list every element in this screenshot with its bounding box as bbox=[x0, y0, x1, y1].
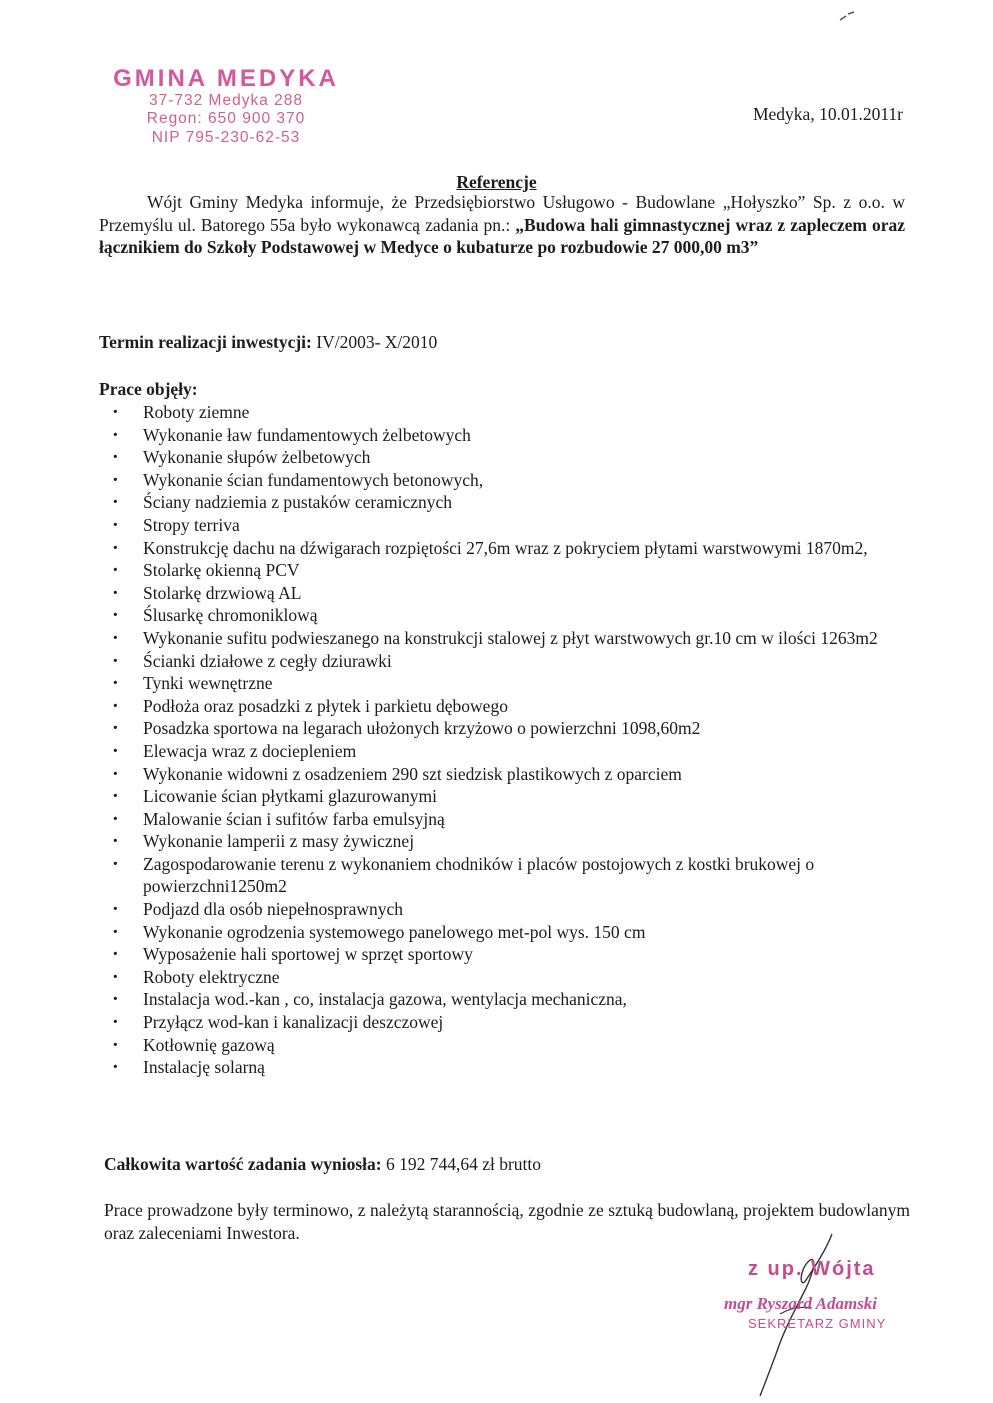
stamp-name: GMINA MEDYKA bbox=[113, 65, 339, 92]
intro-paragraph bbox=[99, 191, 905, 259]
closing-paragraph: Prace prowadzone były terminowo, z należytą starannością, zgodnie ze sztuką budowlaną, projektem budowlanym oraz zaleceniami Inwestora. bbox=[104, 1200, 910, 1243]
stamp-regon: Regon: 650 900 370 bbox=[146, 110, 306, 128]
term-label: Termin realizacji inwestycji: bbox=[99, 332, 312, 352]
signatory-name: mgr Ryszard Adamski bbox=[724, 1294, 878, 1313]
realization-term bbox=[99, 332, 437, 353]
intro-task-name: „Budowa hali gimnastycznej wraz z zapleczem oraz łącznikiem do Szkoły Podstawowej w Medyce o kubaturze po rozbudowie 27 000,00 m3” bbox=[99, 214, 905, 257]
signatory-title: SEKRETARZ GMINY bbox=[748, 1316, 887, 1331]
list-item: · Podłoża oraz posadzki z płytek i parkietu dębowego bbox=[99, 695, 909, 718]
list-item: · Kotłownię gazową bbox=[99, 1034, 909, 1057]
list-item: · Roboty ziemne bbox=[99, 401, 909, 424]
signature-authorization: z up. Wójta bbox=[748, 1258, 876, 1280]
list-item: · Tynki wewnętrzne bbox=[99, 672, 909, 695]
list-item: · Wykonanie sufitu podwieszanego na konstrukcji stalowej z płyt warstwowych gr.10 cm w ilości 1263m2 bbox=[99, 627, 909, 650]
municipality-stamp bbox=[96, 66, 356, 146]
list-item: · Zagospodarowanie terenu z wykonaniem chodników i placów postojowych z kostki brukowej o powierzchni1250m2 bbox=[99, 853, 909, 898]
list-item: · Wykonanie lamperii z masy żywicznej bbox=[99, 830, 909, 853]
list-item: · Ściany nadziemia z pustaków ceramicznych bbox=[99, 491, 909, 514]
list-item: · Wykonanie ścian fundamentowych betonowych, bbox=[99, 469, 909, 492]
list-item: · Licowanie ścian płytkami glazurowanymi bbox=[99, 785, 909, 808]
works-heading: Prace objęły: bbox=[99, 379, 198, 399]
term-value: IV/2003- X/2010 bbox=[311, 332, 438, 352]
stamp-address: 37-732 Medyka 288 bbox=[148, 92, 303, 110]
list-item: · Ścianki działowe z cegły dziurawki bbox=[99, 650, 909, 673]
total-label: Całkowita wartość zadania wyniosła: bbox=[104, 1154, 382, 1174]
list-item: · Wyposażenie hali sportowej w sprzęt sportowy bbox=[99, 943, 909, 966]
stamp-nip: NIP 795-230-62-53 bbox=[151, 128, 301, 146]
intro-text: Wójt Gminy Medyka informuje, że Przedsiębiorstwo Usługowo - Budowlane „Hołyszko” Sp. z o.o. w Przemyślu ul. Batorego 55a było wykonawcą zadania pn.: bbox=[99, 192, 905, 235]
list-item: · Wykonanie ogrodzenia systemowego panelowego met-pol wys. 150 cm bbox=[99, 921, 909, 944]
list-item: · Stolarkę drzwiową AL bbox=[99, 582, 909, 605]
document-title: Referencje bbox=[456, 172, 537, 192]
handwritten-signature bbox=[740, 1230, 840, 1400]
list-item: · Stropy terriva bbox=[99, 514, 909, 537]
list-item: · Roboty elektryczne bbox=[99, 966, 909, 989]
list-item: · Wykonanie ław fundamentowych żelbetowych bbox=[99, 424, 909, 447]
works-list bbox=[99, 401, 909, 1079]
list-item: · Podjazd dla osób niepełnosprawnych bbox=[99, 898, 909, 921]
list-item: · Instalację solarną bbox=[99, 1056, 909, 1079]
list-item: · Przyłącz wod-kan i kanalizacji deszczowej bbox=[99, 1011, 909, 1034]
list-item: · Instalacja wod.-kan , co, instalacja gazowa, wentylacja mechaniczna, bbox=[99, 988, 909, 1011]
list-item: · Wykonanie słupów żelbetowych bbox=[99, 446, 909, 469]
list-item: · Elewacja wraz z dociepleniem bbox=[99, 740, 909, 763]
list-item: · Ślusarkę chromoniklową bbox=[99, 604, 909, 627]
list-item: · Wykonanie widowni z osadzeniem 290 szt siedzisk plastikowych z oparciem bbox=[99, 763, 909, 786]
list-item: · Malowanie ścian i sufitów farba emulsyjną bbox=[99, 808, 909, 831]
pen-tick-mark bbox=[838, 10, 858, 24]
total-value bbox=[104, 1154, 541, 1175]
list-item: · Posadzka sportowa na legarach ułożonych krzyżowo o powierzchni 1098,60m2 bbox=[99, 717, 909, 740]
list-item: · Stolarkę okienną PCV bbox=[99, 559, 909, 582]
total-amount: 6 192 744,64 zł brutto bbox=[381, 1154, 542, 1174]
document-date: Medyka, 10.01.2011r bbox=[752, 104, 903, 124]
list-item: · Konstrukcję dachu na dźwigarach rozpiętości 27,6m wraz z pokryciem płytami warstwowymi 1870m2, bbox=[99, 537, 909, 560]
